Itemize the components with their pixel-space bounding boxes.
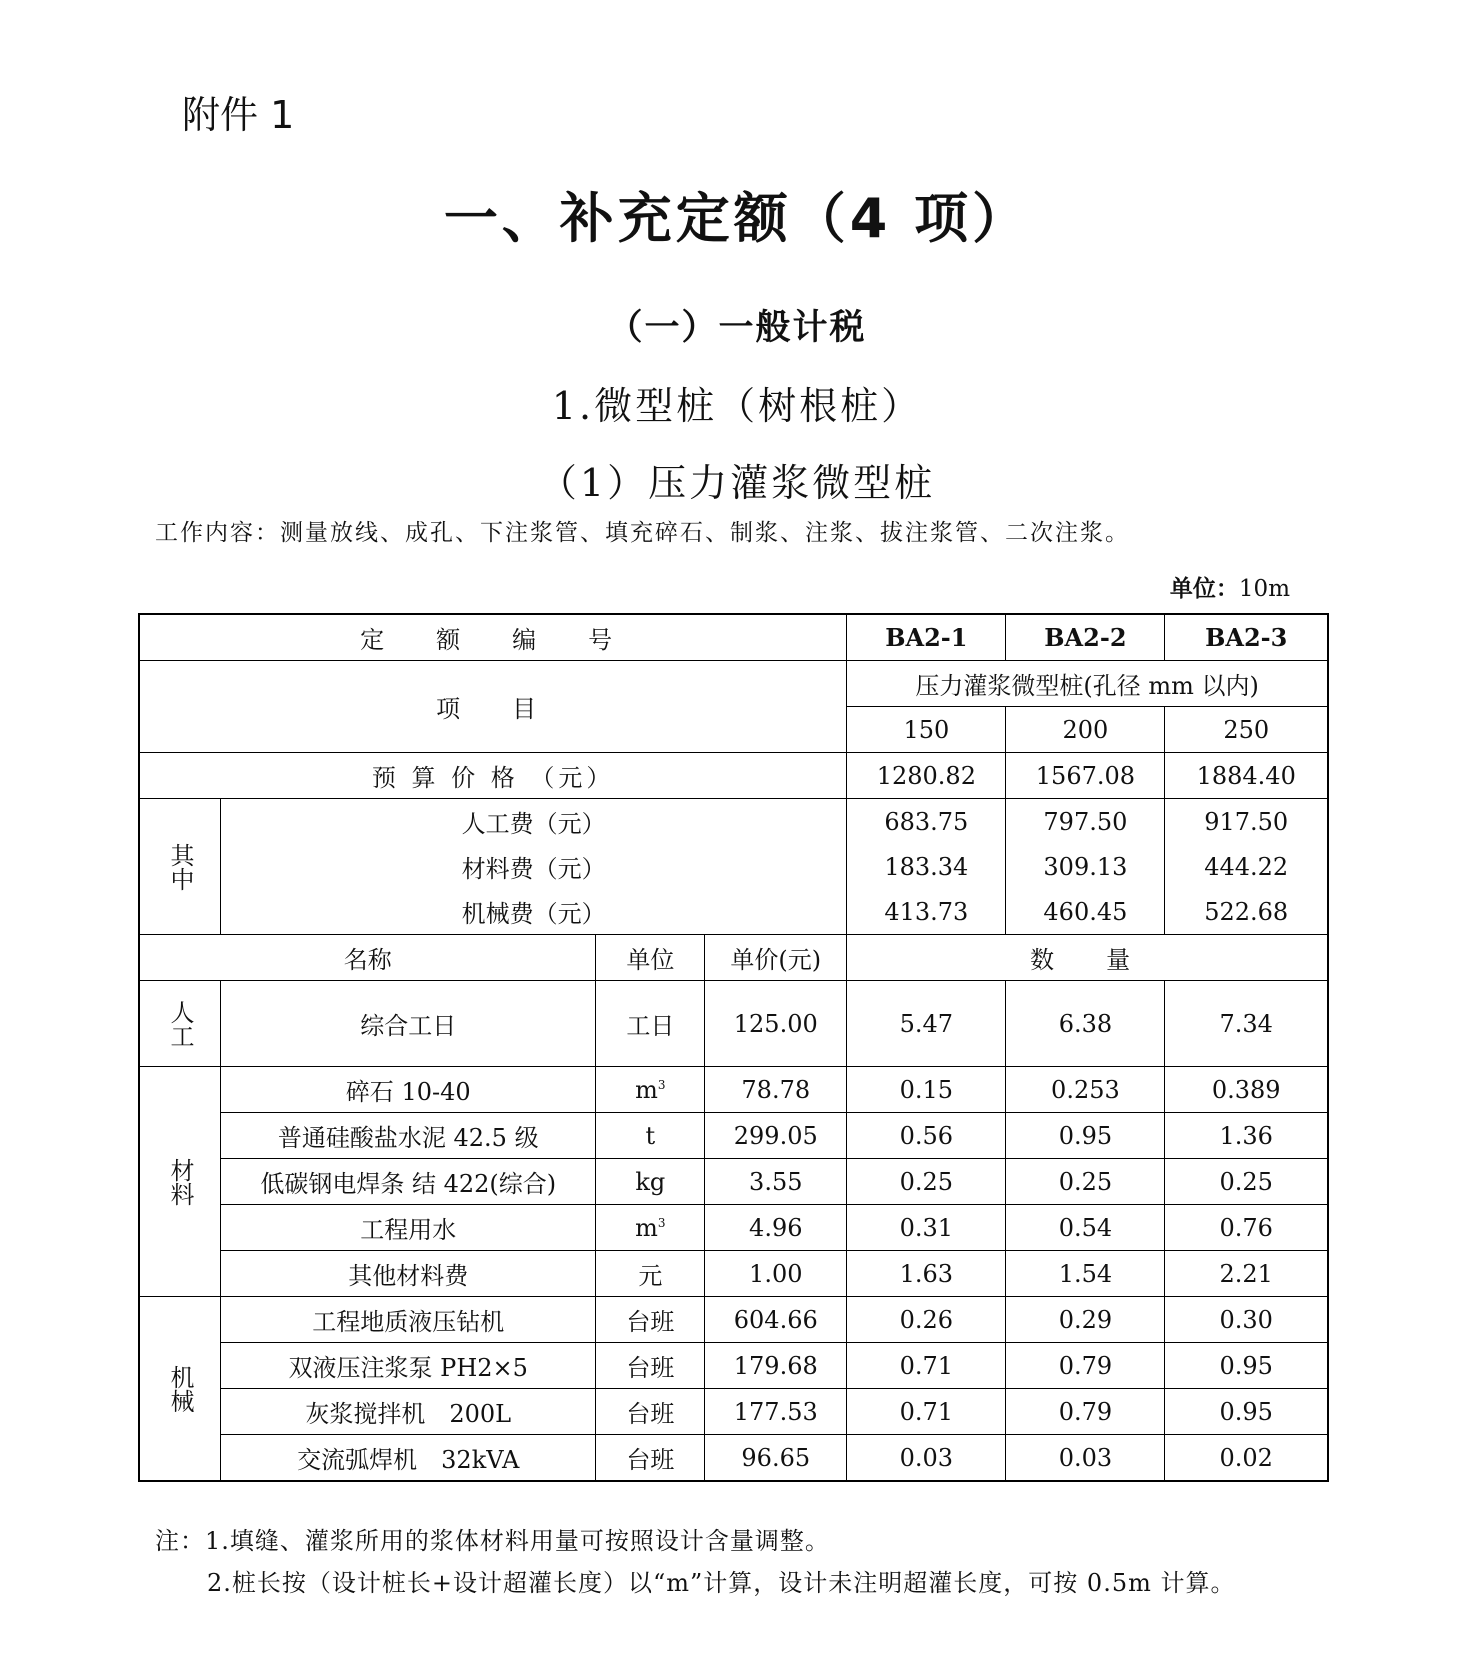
breakdown-value: 522.68 <box>1165 889 1328 935</box>
breakdown-value: 309.13 <box>1006 844 1165 889</box>
col-unit-header: 单位 <box>596 935 705 981</box>
resource-qty: 5.47 <box>847 981 1006 1067</box>
resource-name: 碎石 10-40 <box>221 1067 596 1113</box>
note-item: 注：1.填缝、灌浆所用的浆体材料用量可按照设计含量调整。 <box>155 1527 830 1555</box>
unit-label-text: 单位： <box>1169 575 1239 602</box>
unit-label <box>1170 570 1290 603</box>
resource-qty: 0.30 <box>1165 1297 1328 1343</box>
unit-text: m <box>635 1213 658 1242</box>
resource-unit: 工日 <box>596 981 705 1067</box>
breakdown-value: 413.73 <box>847 889 1006 935</box>
note-item: 2.桩长按（设计桩长+设计超灌长度）以“m”计算，设计未注明超灌长度，可按 0.5m 计算。 <box>207 1569 1236 1597</box>
quota-number-row <box>139 614 1328 661</box>
machine-row <box>139 1435 1328 1482</box>
resource-qty: 0.79 <box>1006 1389 1165 1435</box>
resource-qty: 1.54 <box>1006 1251 1165 1297</box>
resource-price: 96.65 <box>705 1435 847 1482</box>
item-group: 压力灌浆微型桩(孔径 mm 以内) <box>847 661 1328 707</box>
resource-unit: 台班 <box>596 1435 705 1482</box>
quota-code: BA2-3 <box>1165 614 1328 661</box>
subsection-heading: 1.微型桩（树根桩） <box>551 384 923 428</box>
budget-label: 预 算 价 格 （元） <box>139 753 847 799</box>
breakdown-value: 460.45 <box>1006 889 1165 935</box>
breakdown-label: 机械费（元） <box>221 889 847 935</box>
resource-qty: 0.253 <box>1006 1067 1165 1113</box>
col-name-header: 名称 <box>139 935 596 981</box>
resource-qty: 0.79 <box>1006 1343 1165 1389</box>
breakdown-value: 797.50 <box>1006 799 1165 845</box>
diameter: 150 <box>847 707 1006 753</box>
resource-qty: 0.54 <box>1006 1205 1165 1251</box>
resource-name: 工程地质液压钻机 <box>221 1297 596 1343</box>
budget-value: 1280.82 <box>847 753 1006 799</box>
attachment-label: 附件 1 <box>182 93 295 137</box>
quota-number-label: 定 额 编 号 <box>139 614 847 661</box>
resource-unit: kg <box>596 1159 705 1205</box>
work-content: 工作内容：测量放线、成孔、下注浆管、填充碎石、制浆、注浆、拔注浆管、二次注浆。 <box>155 520 1130 546</box>
item-row <box>139 661 1328 707</box>
material-row <box>139 1067 1328 1113</box>
resource-name: 工程用水 <box>221 1205 596 1251</box>
section-heading: （一）一般计税 <box>607 308 867 348</box>
resource-qty: 0.71 <box>847 1343 1006 1389</box>
column-header-row <box>139 935 1328 981</box>
unit-superscript: 3 <box>657 1077 666 1092</box>
resource-price: 299.05 <box>705 1113 847 1159</box>
breakdown-label: 材料费（元） <box>221 844 847 889</box>
resource-name: 其他材料费 <box>221 1251 596 1297</box>
breakdown-value: 444.22 <box>1165 844 1328 889</box>
material-row <box>139 1251 1328 1297</box>
breakdown-value: 683.75 <box>847 799 1006 845</box>
resource-qty: 0.56 <box>847 1113 1006 1159</box>
resource-name: 综合工日 <box>221 981 596 1067</box>
resource-price: 604.66 <box>705 1297 847 1343</box>
resource-unit <box>596 1205 705 1251</box>
of-which-label: 其中 <box>139 799 221 935</box>
notes <box>155 1520 1236 1604</box>
resource-qty: 0.03 <box>847 1435 1006 1482</box>
unit-value: 10m <box>1238 576 1290 602</box>
quota-code: BA2-1 <box>847 614 1006 661</box>
machine-row <box>139 1343 1328 1389</box>
resource-unit: 台班 <box>596 1389 705 1435</box>
resource-qty: 6.38 <box>1006 981 1165 1067</box>
breakdown-value: 917.50 <box>1165 799 1328 845</box>
resource-price: 3.55 <box>705 1159 847 1205</box>
resource-unit <box>596 1067 705 1113</box>
machine-group-label: 机械 <box>139 1297 221 1482</box>
resource-qty: 0.02 <box>1165 1435 1328 1482</box>
resource-qty: 1.36 <box>1165 1113 1328 1159</box>
resource-unit: 台班 <box>596 1297 705 1343</box>
resource-unit: t <box>596 1113 705 1159</box>
budget-value: 1567.08 <box>1006 753 1165 799</box>
resource-qty: 0.26 <box>847 1297 1006 1343</box>
budget-value: 1884.40 <box>1165 753 1328 799</box>
col-price-header: 单价(元) <box>705 935 847 981</box>
material-group-label: 材料 <box>139 1067 221 1297</box>
resource-qty: 0.25 <box>847 1159 1006 1205</box>
resource-unit: 元 <box>596 1251 705 1297</box>
breakdown-row <box>139 889 1328 935</box>
item-heading: （1）压力灌浆微型桩 <box>538 461 936 505</box>
resource-price: 177.53 <box>705 1389 847 1435</box>
resource-qty: 0.71 <box>847 1389 1006 1435</box>
unit-text: m <box>635 1075 658 1104</box>
resource-qty: 2.21 <box>1165 1251 1328 1297</box>
resource-qty: 1.63 <box>847 1251 1006 1297</box>
unit-superscript: 3 <box>657 1215 666 1230</box>
breakdown-value: 183.34 <box>847 844 1006 889</box>
resource-qty: 0.389 <box>1165 1067 1328 1113</box>
resource-price: 179.68 <box>705 1343 847 1389</box>
resource-qty: 0.03 <box>1006 1435 1165 1482</box>
col-qty-header: 数 量 <box>847 935 1328 981</box>
material-row <box>139 1159 1328 1205</box>
labor-row <box>139 981 1328 1067</box>
resource-name: 低碳钢电焊条 结 422(综合) <box>221 1159 596 1205</box>
resource-qty: 0.95 <box>1165 1343 1328 1389</box>
resource-name: 灰浆搅拌机 200L <box>221 1389 596 1435</box>
resource-qty: 7.34 <box>1165 981 1328 1067</box>
resource-qty: 0.95 <box>1165 1389 1328 1435</box>
item-label: 项 目 <box>139 661 847 753</box>
resource-name: 普通硅酸盐水泥 42.5 级 <box>221 1113 596 1159</box>
diameter: 200 <box>1006 707 1165 753</box>
breakdown-row <box>139 844 1328 889</box>
resource-qty: 0.31 <box>847 1205 1006 1251</box>
resource-qty: 0.29 <box>1006 1297 1165 1343</box>
machine-row <box>139 1389 1328 1435</box>
breakdown-label: 人工费（元） <box>221 799 847 845</box>
resource-qty: 0.15 <box>847 1067 1006 1113</box>
quota-table <box>138 613 1329 1482</box>
resource-price: 78.78 <box>705 1067 847 1113</box>
labor-group-label: 人工 <box>139 981 221 1067</box>
resource-price: 4.96 <box>705 1205 847 1251</box>
material-row <box>139 1113 1328 1159</box>
budget-row <box>139 753 1328 799</box>
resource-unit: 台班 <box>596 1343 705 1389</box>
quota-code: BA2-2 <box>1006 614 1165 661</box>
resource-name: 双液压注浆泵 PH2×5 <box>221 1343 596 1389</box>
material-row <box>139 1205 1328 1251</box>
resource-qty: 0.25 <box>1165 1159 1328 1205</box>
resource-qty: 0.76 <box>1165 1205 1328 1251</box>
diameter: 250 <box>1165 707 1328 753</box>
resource-qty: 0.25 <box>1006 1159 1165 1205</box>
resource-qty: 0.95 <box>1006 1113 1165 1159</box>
resource-price: 1.00 <box>705 1251 847 1297</box>
machine-row <box>139 1297 1328 1343</box>
document-title: 一、补充定额（4 项） <box>443 187 1031 250</box>
breakdown-row <box>139 799 1328 845</box>
resource-name: 交流弧焊机 32kVA <box>221 1435 596 1482</box>
resource-price: 125.00 <box>705 981 847 1067</box>
